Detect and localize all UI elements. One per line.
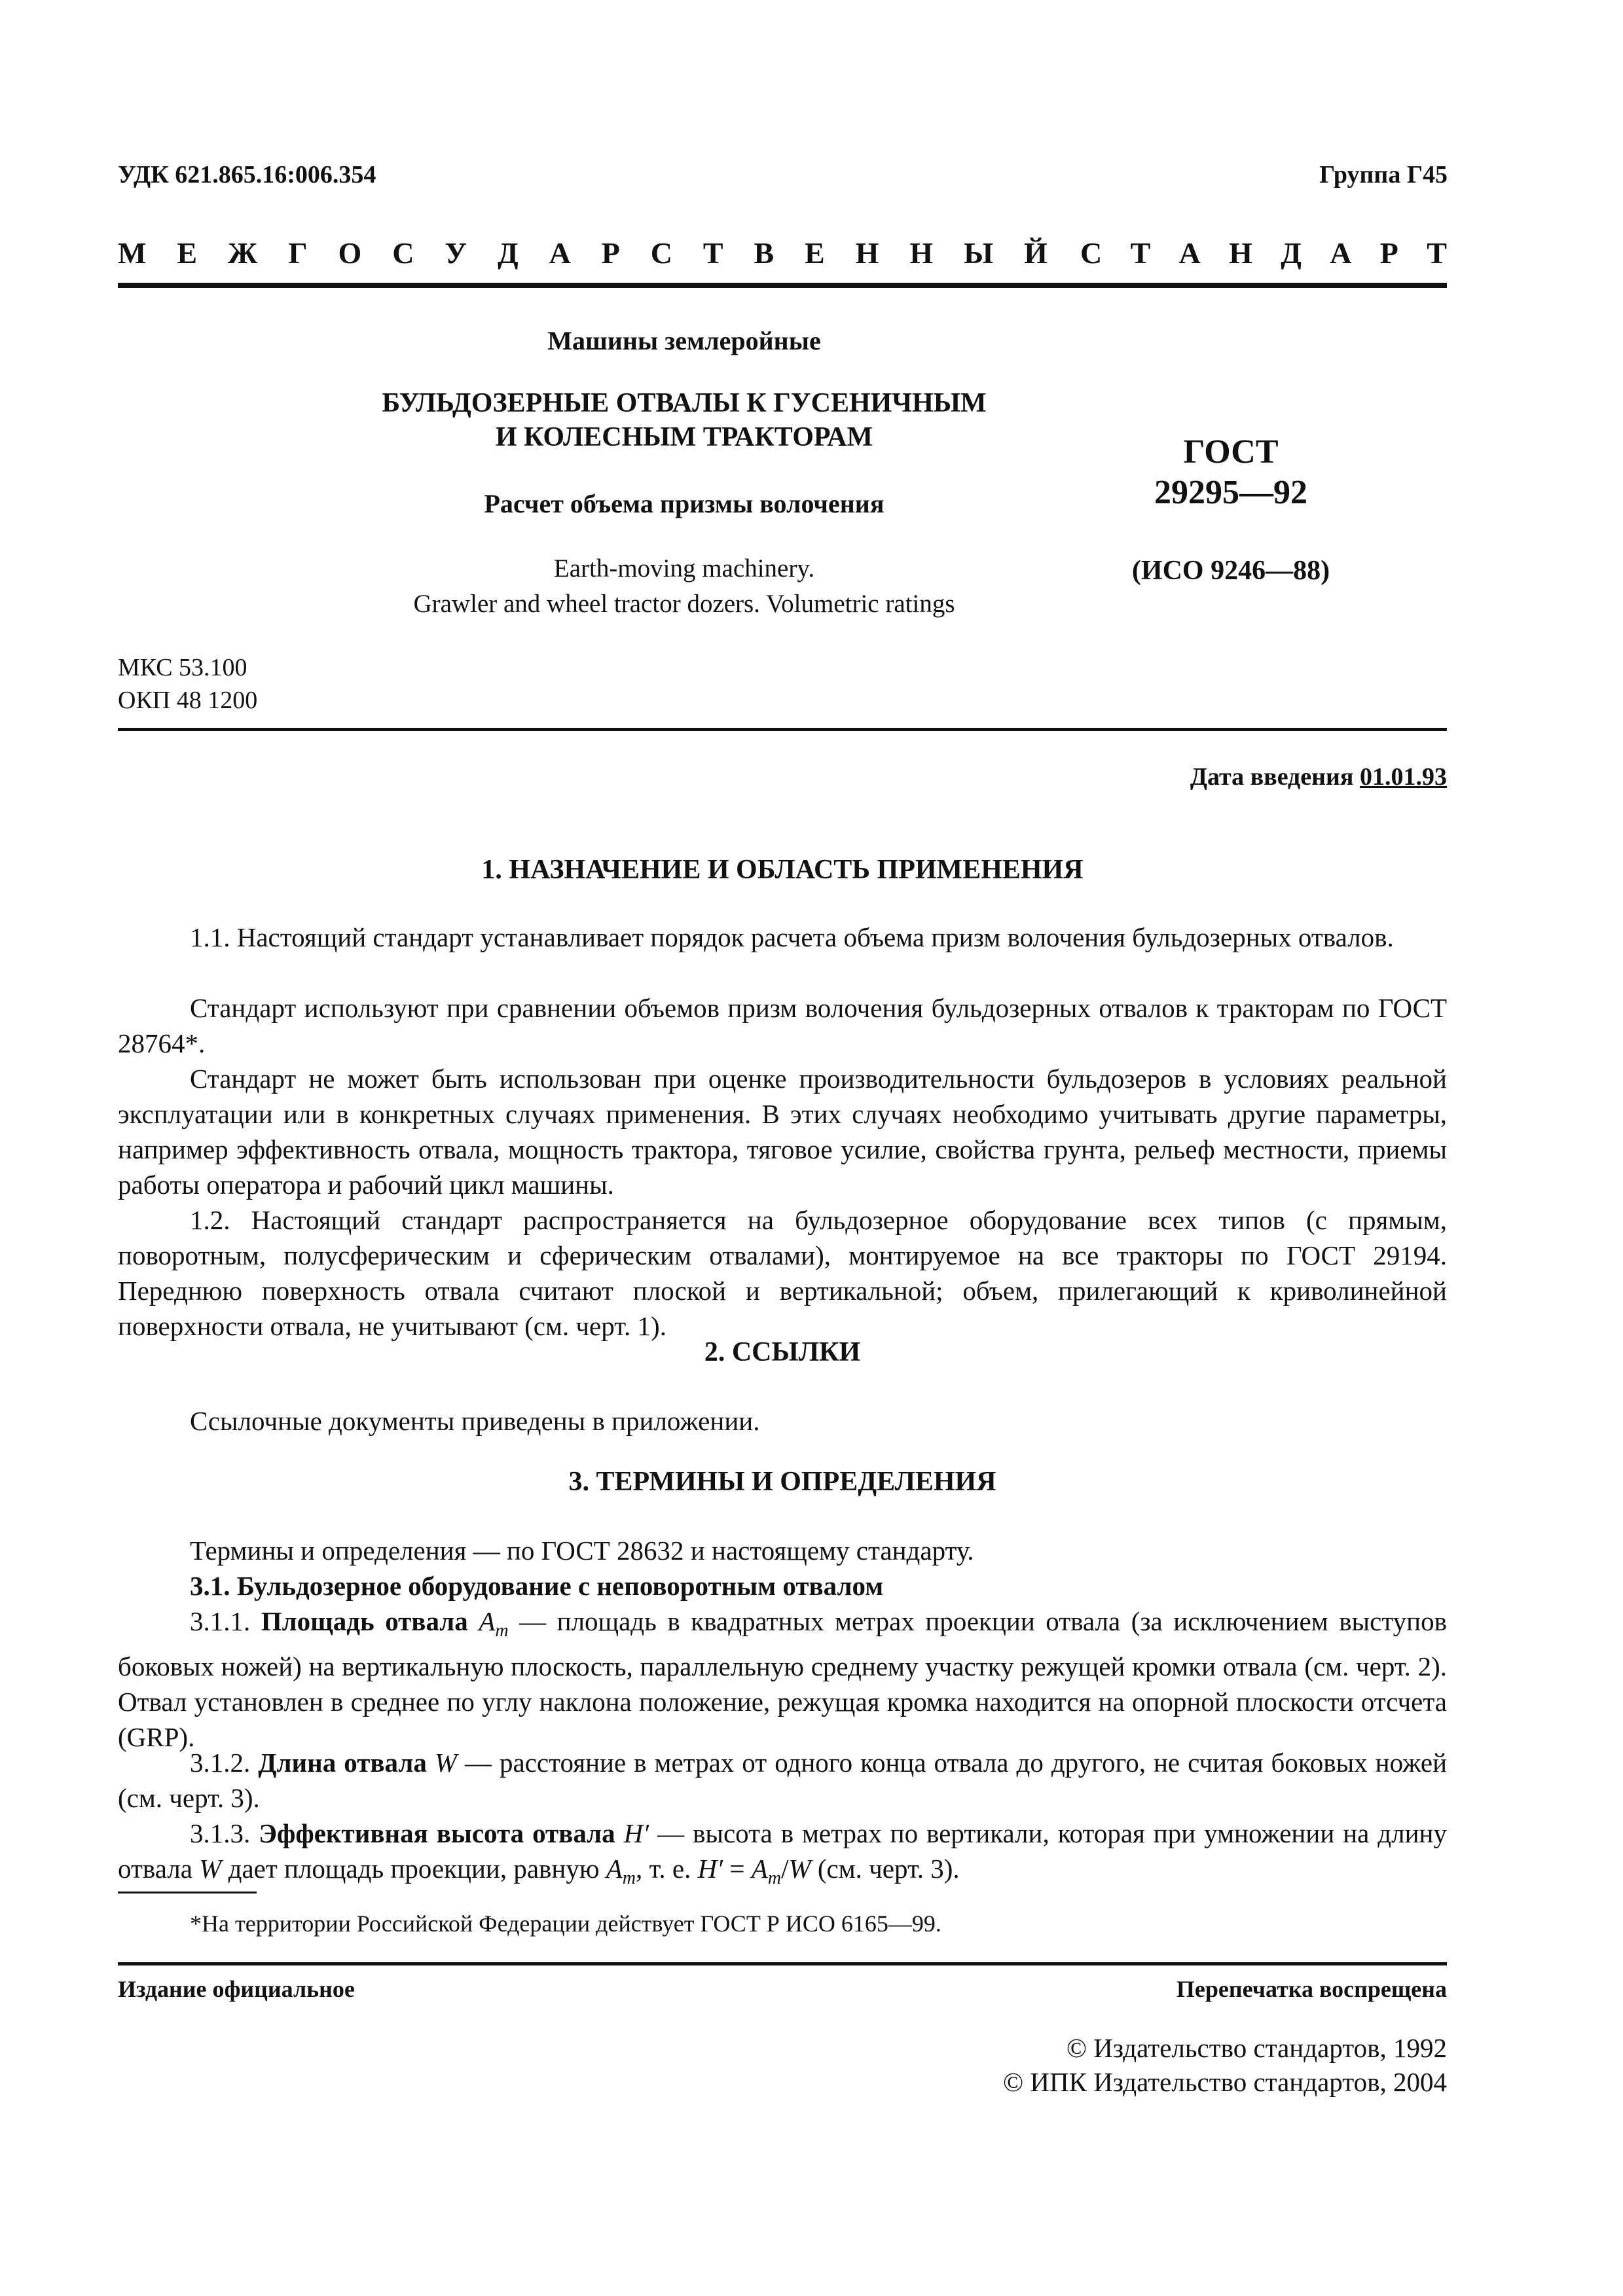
gost-label: ГОСТ (1183, 433, 1279, 471)
interstate-letter: В (754, 236, 775, 270)
clause-3-1-3-text-4: (см. черт. 3). (817, 1854, 960, 1884)
reprint-prohibited: Перепечатка воспрещена (1176, 1976, 1447, 2002)
para-3: Термины и определения — по ГОСТ 28632 и настоящему стандарту. (190, 1535, 974, 1566)
para-2: Ссылочные документы приведены в приложении. (190, 1406, 760, 1436)
para-1-1-usage: Стандарт используют при сравнении объемов призм волочения бульдозерных отвалов к тракторам по ГОСТ 28764*. (118, 993, 1447, 1058)
clause-3-1-2 (118, 1745, 1447, 1816)
formula-a: A (751, 1854, 768, 1884)
interstate-letter: Е (177, 236, 198, 270)
standard-word (1080, 236, 1447, 275)
okp-code: ОКП 48 1200 (118, 687, 258, 714)
standard-letter: Д (1281, 236, 1302, 270)
standard-letter: Т (1427, 236, 1447, 270)
para-1-1: 1.1. Настоящий стандарт устанавливает порядок расчета объема призм волочения бульдозерных отвалов. (190, 922, 1394, 952)
clause-3-1-3-text-1: — высота в метрах по вертикали, которая при умножении на длину отвала (118, 1818, 1447, 1884)
clause-3-1-3-text-2: дает площадь проекции, равную (228, 1854, 600, 1884)
copyright-1992: © Издательство стандартов, 1992 (1066, 2033, 1447, 2063)
clause-3-1-3 (118, 1816, 1447, 1896)
clause-3-1-3-number: 3.1.3. (190, 1818, 251, 1848)
symbol-a-inline: A (606, 1854, 623, 1884)
interstate-letter: Т (702, 236, 723, 270)
symbol-a-inline-subscript: m (622, 1868, 636, 1889)
standard-letter: Р (1379, 236, 1398, 270)
symbol-w-inline: W (199, 1854, 222, 1884)
interstate-letter: А (549, 236, 571, 270)
interstate-letter: Д (498, 236, 519, 270)
document-subtitle: Расчет объема призмы волочения (484, 489, 884, 518)
title-line-1: БУЛЬДОЗЕРНЫЕ ОТВАЛЫ К ГУСЕНИЧНЫМ (382, 388, 987, 418)
formula-slash: / (781, 1854, 789, 1884)
title-line-2: И КОЛЕСНЫМ ТРАКТОРАМ (495, 422, 873, 452)
interstate-letter: М (118, 236, 147, 270)
category-title: Машины землеройные (547, 326, 821, 355)
clause-3-1-1 (118, 1604, 1447, 1755)
english-line-2: Grawler and wheel tractor dozers. Volumetric ratings (413, 590, 955, 618)
term-blade-area: Площадь отвала (261, 1606, 468, 1636)
copyright-block (1003, 2031, 1447, 2099)
clause-3-1-1-number: 3.1.1. (190, 1606, 251, 1636)
formula-a-subscript: m (767, 1868, 782, 1889)
interstate-letter: Е (805, 236, 825, 270)
gost-number: 29295—92 (1154, 474, 1307, 511)
standard-letter: С (1080, 236, 1103, 270)
english-line-1: Earth-moving machinery. (553, 554, 815, 583)
clause-3-1-3-text-3: , т. е. (636, 1854, 691, 1884)
symbol-a-subscript: m (495, 1621, 509, 1641)
footnote: *На территории Российской Федерации действует ГОСТ Р ИСО 6165—99. (190, 1910, 941, 1937)
header-rule (118, 283, 1447, 288)
interstate-letter: Ы (964, 236, 994, 270)
section-2-heading: 2. ССЫЛКИ (704, 1337, 861, 1367)
mks-code: МКС 53.100 (118, 654, 247, 681)
formula-equals: = (723, 1854, 752, 1884)
interstate-letter: Н (855, 236, 879, 270)
gost-designation (1048, 432, 1414, 513)
group-code: Группа Г45 (1319, 161, 1448, 188)
standard-letter: А (1178, 236, 1201, 270)
clause-3-1-2-number: 3.1.2. (190, 1748, 251, 1778)
interstate-letter: Ж (227, 236, 258, 270)
interstate-letter: Й (1024, 236, 1048, 270)
footer-rule (118, 1962, 1447, 1965)
clause-3-1-2-text: — расстояние в метрах от одного конца отвала до другого, не считая боковых ножей (см. черт. 3). (118, 1748, 1448, 1813)
formula-w: W (788, 1854, 811, 1884)
symbol-h-prime: H′ (623, 1818, 649, 1848)
clause-3-1: 3.1. Бульдозерное оборудование с неповоротным отвалом (190, 1571, 884, 1601)
footnote-rule (118, 1892, 257, 1893)
interstate-letter: Г (288, 236, 308, 270)
classification-codes (118, 651, 257, 717)
term-effective-height: Эффективная высота отвала (259, 1818, 615, 1848)
term-blade-length: Длина отвала (258, 1748, 427, 1778)
interstate-letter: У (445, 236, 467, 270)
interstate-letter: О (338, 236, 362, 270)
para-1-2: 1.2. Настоящий стандарт распространяется на бульдозерное оборудование всех типов (с прямым, поворотным, полусферическим и сферическим отвалами), монтируемое на все тракторы по ГОСТ 29194. Переднюю поверхность отвала считают плоской и вертикальной; объем, прилегающий к криволинейной поверхности отвала, не учитывают (см. черт. 1). (118, 1205, 1447, 1341)
iso-reference: (ИСО 9246—88) (1131, 556, 1330, 586)
udk-code: УДК 621.865.16:006.354 (118, 161, 376, 188)
formula-h-prime: H′ (697, 1854, 723, 1884)
intro-date-label: Дата введения (1190, 763, 1354, 791)
standard-letter: Н (1229, 236, 1252, 270)
copyright-2004: © ИПК Издательство стандартов, 2004 (1002, 2067, 1447, 2097)
standard-letter: Т (1130, 236, 1151, 270)
interstate-word (118, 236, 1048, 275)
title-block-rule (118, 728, 1447, 731)
standard-letter: А (1330, 236, 1352, 270)
section-1-heading: 1. НАЗНАЧЕНИЕ И ОБЛАСТЬ ПРИМЕНЕНИЯ (481, 855, 1084, 885)
intro-date-value: 01.01.93 (1360, 763, 1447, 791)
interstate-letter: С (392, 236, 414, 270)
official-edition: Издание официальное (118, 1976, 355, 2002)
symbol-a: A (479, 1606, 496, 1636)
section-3-heading: 3. ТЕРМИНЫ И ОПРЕДЕЛЕНИЯ (568, 1467, 996, 1497)
interstate-letter: Н (909, 236, 934, 270)
symbol-w: W (434, 1748, 458, 1778)
introduction-date (1190, 762, 1447, 791)
clause-3-1-1-text: — площадь в квадратных метрах проекции отвала (за исключением выступов боковых ножей) на вертикальную плоскость, параллельную среднему участку режущей кромки отвала (см. черт. 2). Отвал установлен в среднее по углу наклона положение, режущая кромка находится на опорной плоскости отсчета (GRP). (118, 1606, 1447, 1753)
interstate-letter: С (650, 236, 672, 270)
para-1-1-limits: Стандарт не может быть использован при оценке производительности бульдозеров в условиях реальной эксплуатации или в конкретных случаях применения. В этих случаях необходимо учитывать другие параметры, например эффективность отвала, мощность трактора, тяговое усилие, свойства грунта, рельеф местности, приемы работы оператора и рабочий цикл машины. (118, 1064, 1447, 1200)
interstate-letter: Р (601, 236, 620, 270)
